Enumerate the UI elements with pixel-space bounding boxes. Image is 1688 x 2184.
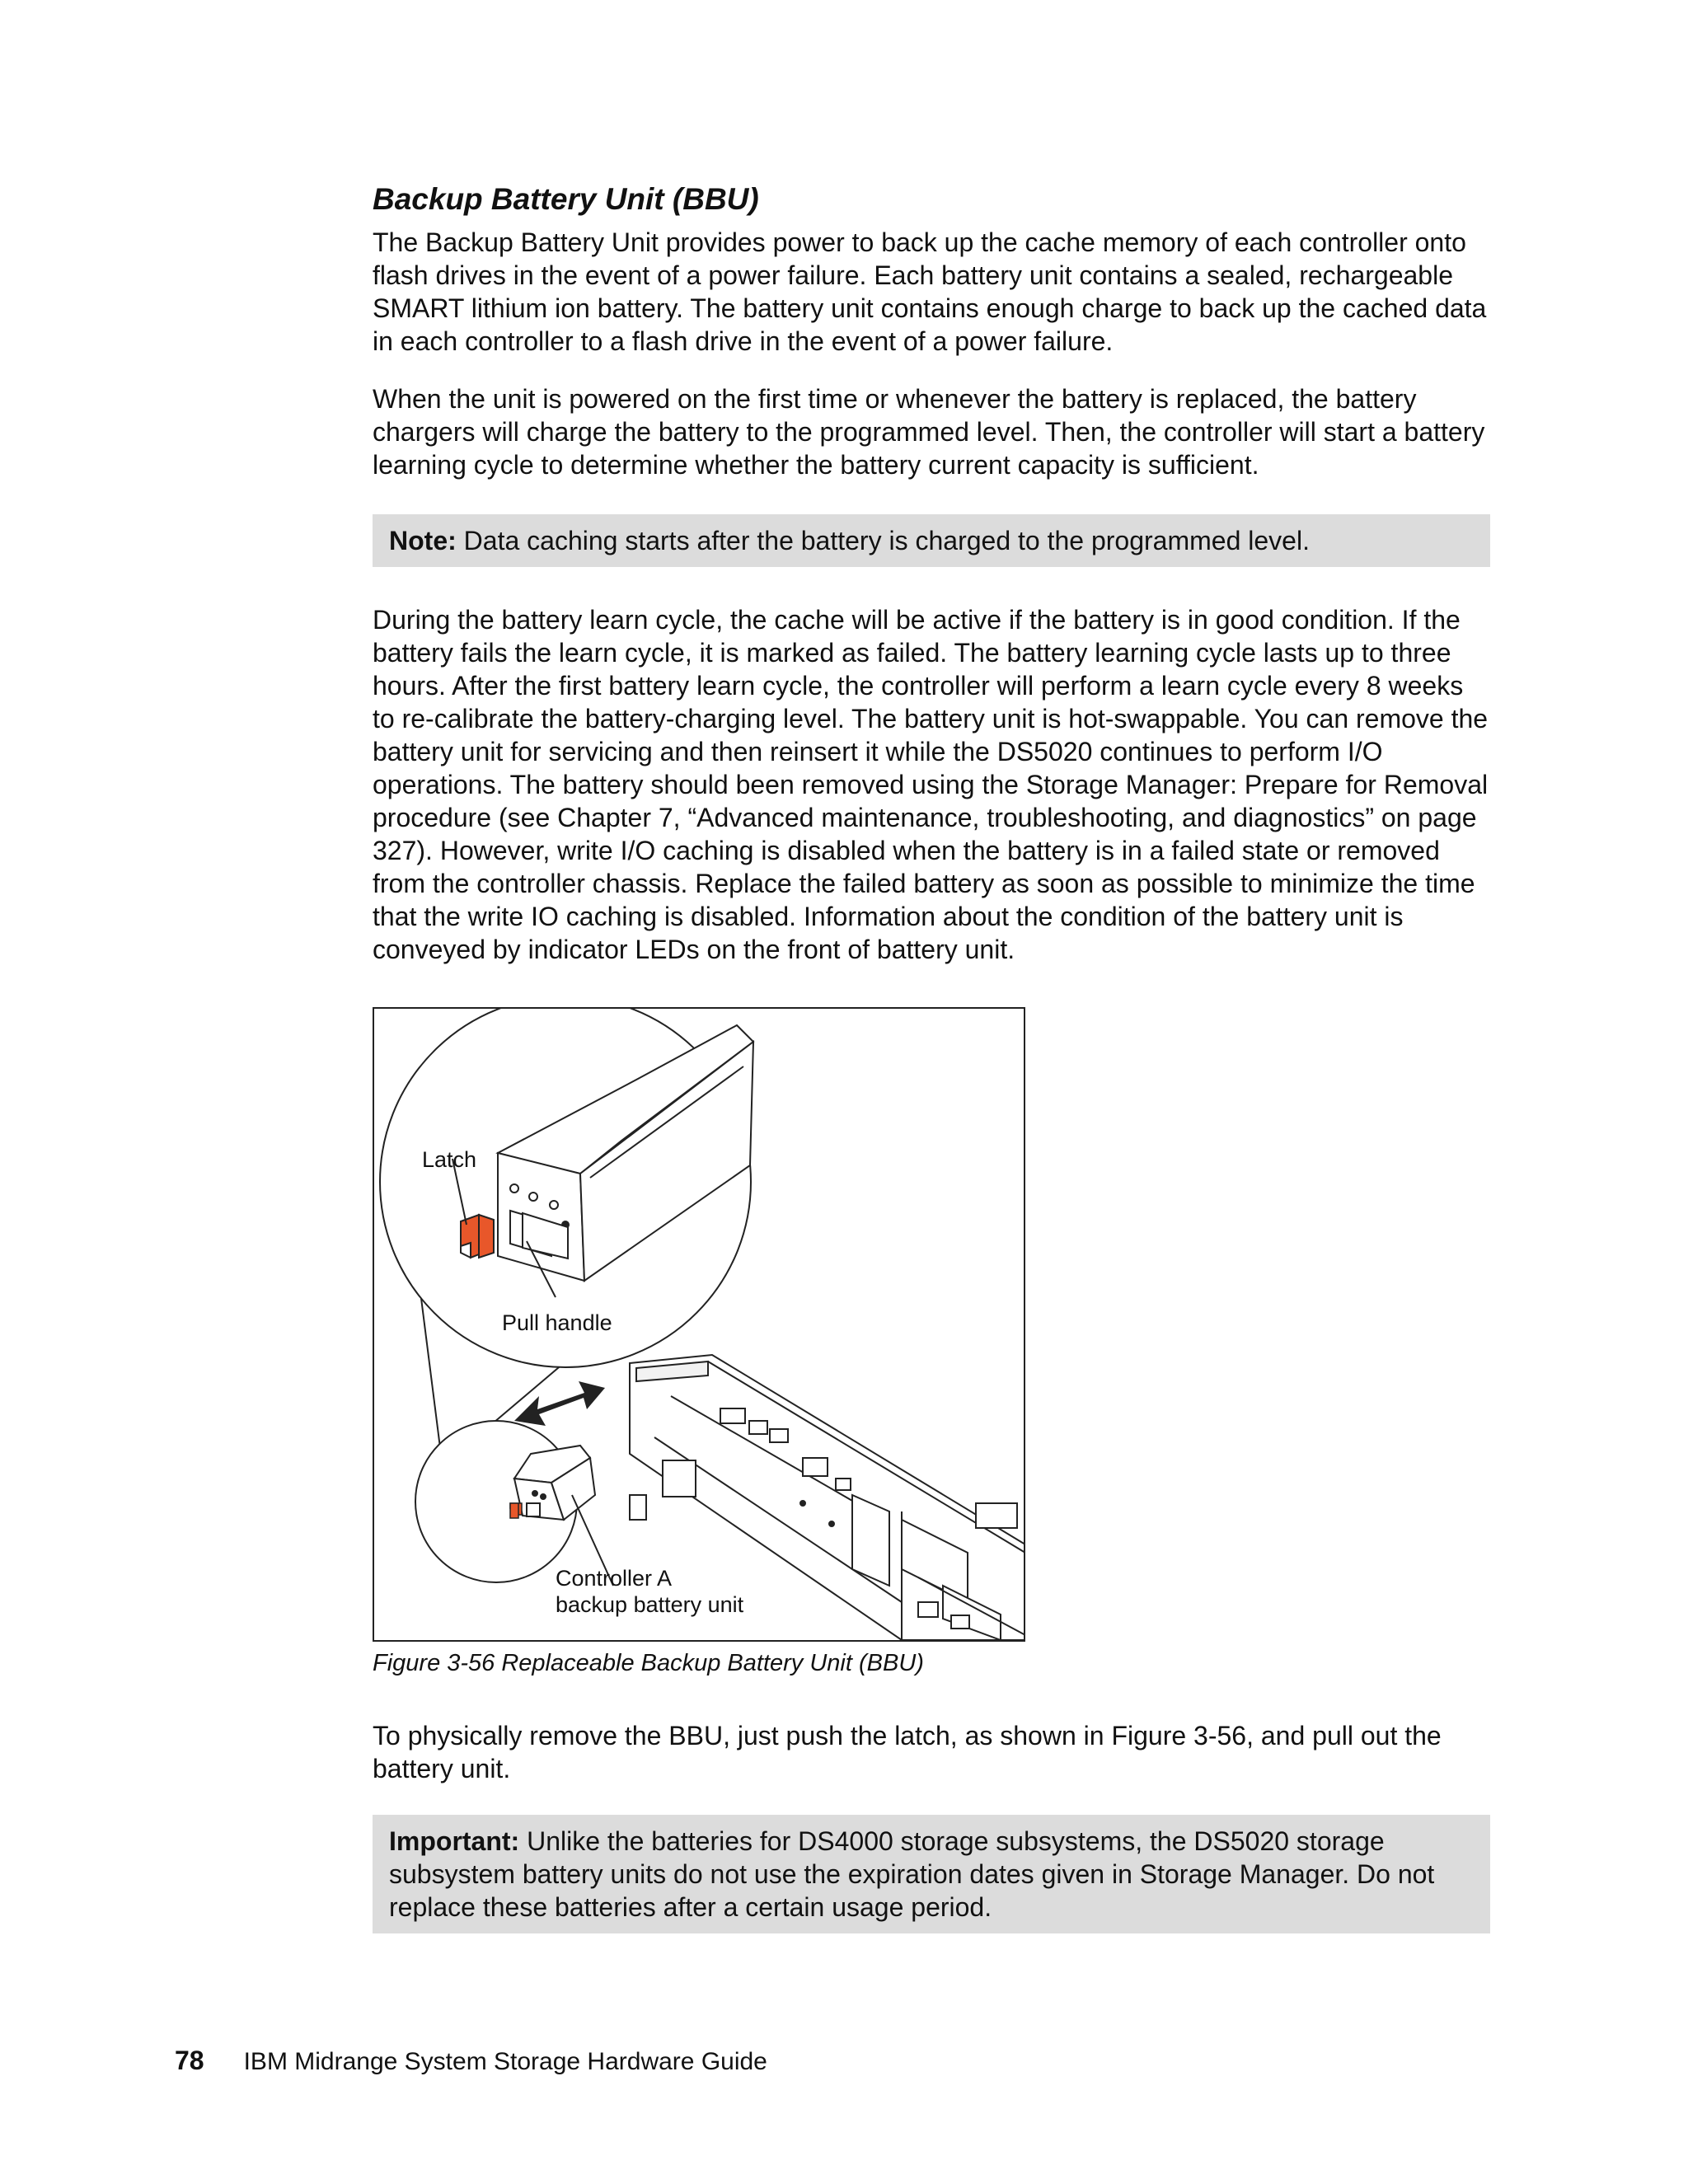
page-number: 78: [175, 2046, 204, 2075]
small-latch-body: [510, 1503, 518, 1518]
important-box: [373, 1815, 1490, 1933]
note-box: [373, 514, 1490, 567]
after-figure-content: [373, 1719, 1490, 1933]
main-content: [373, 180, 1490, 966]
bbu-illustration: [374, 1009, 1024, 1640]
paragraph-4: To physically remove the BBU, just push the latch, as shown in Figure 3-56, and pull out the battery unit.: [373, 1721, 1442, 1783]
latch-label: Latch: [422, 1147, 477, 1172]
important-label: Important:: [389, 1826, 520, 1856]
important-text: Unlike the batteries for DS4000 storage subsystems, the DS5020 storage subsystem battery units do not use the expiration dates given in Storage Manager. Do not replace these batteries after a certain usage period.: [389, 1826, 1435, 1922]
paragraph-2: When the unit is powered on the first time or whenever the battery is replaced, the battery chargers will charge the battery to the programmed level. Then, the controller will start a battery learning cycle to determine whether the battery current capacity is sufficient.: [373, 384, 1485, 480]
note-text: Data caching starts after the battery is charged to the programmed level.: [456, 526, 1310, 555]
book-title: IBM Midrange System Storage Hardware Guide: [243, 2048, 767, 2075]
paragraph-3: During the battery learn cycle, the cache will be active if the battery is in good condition. If the battery fails the learn cycle, it is marked as failed. The battery learning cycle lasts up to three hours. After the first battery learn cycle, the controller will perform a learn cycle every 8 weeks to re-calibrate the battery-charging level. The battery unit is hot-swappable. You can remove the battery unit for servicing and then reinsert it while the DS5020 continues to perform I/O operations. The battery should been removed using the Storage Manager: Prepare for Removal procedure (see Chapter 7, “Advanced maintenance, troubleshooting, and diagnostics” on page 327). However, write I/O caching is disabled when the battery is in a failed state or removed from the controller chassis. Replace the failed battery as soon as possible to minimize the time that the write IO caching is disabled. Information about the condition of the battery unit is conveyed by indicator LEDs on the front of battery unit.: [373, 605, 1489, 964]
controller-label-line1: Controller A: [556, 1566, 673, 1591]
note-label: Note:: [389, 526, 457, 555]
section-title: Backup Battery Unit (BBU): [373, 182, 759, 216]
controller-label-line2: backup battery unit: [556, 1592, 744, 1617]
pull-handle-label: Pull handle: [502, 1310, 612, 1335]
page-footer: [175, 2046, 767, 2076]
figure-caption: Figure 3-56 Replaceable Backup Battery Unit (BBU): [373, 1650, 924, 1676]
paragraph-1: The Backup Battery Unit provides power to back up the cache memory of each controller onto flash drives in the event of a power failure. Each battery unit contains a sealed, rechargeable SMART lithium ion battery. The battery unit contains enough charge to back up the cached data in each controller to a flash drive in the event of a power failure.: [373, 227, 1487, 356]
insert-remove-arrow: [514, 1381, 605, 1426]
figure-bbu: [373, 1007, 1025, 1642]
